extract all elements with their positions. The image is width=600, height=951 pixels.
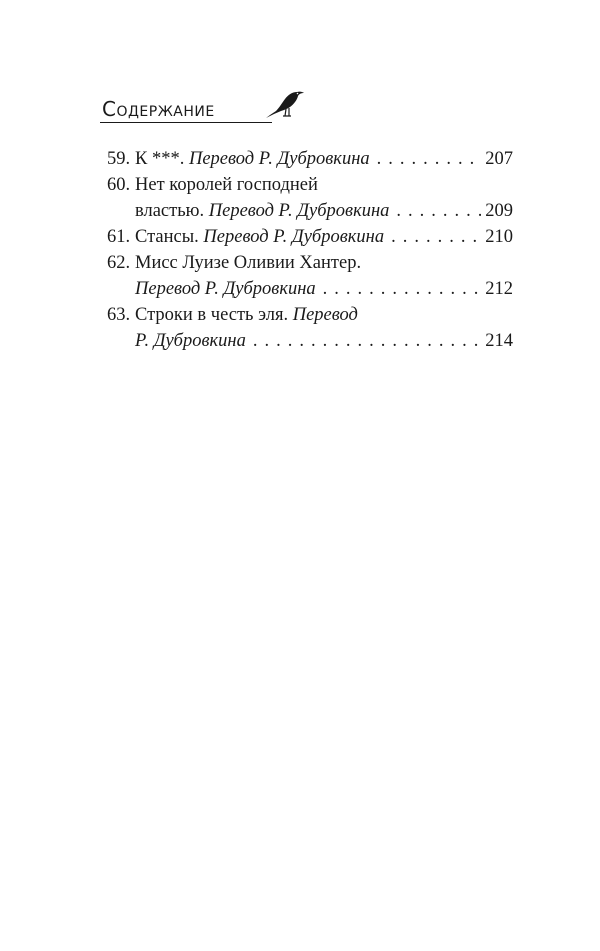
leader-dots xyxy=(316,276,482,302)
entry-number: 62. xyxy=(107,253,131,273)
entry-translator: Перевод Р. Дубровкина xyxy=(208,201,390,221)
entry-page-number: 209 xyxy=(485,201,513,221)
toc-entry[interactable] xyxy=(107,302,513,328)
entry-title: Мисс Луизе Оливии Хантер. xyxy=(135,253,362,273)
entry-number: 59. xyxy=(107,149,131,169)
toc-entry[interactable] xyxy=(107,146,513,172)
entry-translator: Перевод Р. Дубровкина xyxy=(203,227,385,247)
entry-title: Строки в честь эля. Перевод xyxy=(135,305,358,325)
entry-number: 60. xyxy=(107,175,131,195)
entry-number: 63. xyxy=(107,305,131,325)
entry-page-number: 207 xyxy=(485,149,513,169)
leader-dots xyxy=(384,224,481,250)
entry-title: властью. Перевод Р. Дубровкина xyxy=(135,201,390,221)
entry-title: К ***. Перевод Р. Дубровкина xyxy=(135,149,370,169)
page-header xyxy=(98,80,304,126)
entry-translator: Р. Дубровкина xyxy=(135,331,246,351)
entry-title xyxy=(135,276,316,302)
toc-entry-continuation[interactable] xyxy=(107,198,513,224)
toc-entry[interactable] xyxy=(107,250,513,276)
entry-page-number: 210 xyxy=(485,227,513,247)
header-rule xyxy=(100,122,272,123)
entry-translator: Перевод xyxy=(292,305,358,325)
toc-entry[interactable] xyxy=(107,172,513,198)
entry-number: 61. xyxy=(107,227,131,247)
entry-page-number: 212 xyxy=(485,279,513,299)
entry-translator: Перевод Р. Дубровкина xyxy=(188,149,370,169)
entry-page-number: 214 xyxy=(485,331,513,351)
toc-entry-continuation[interactable] xyxy=(107,276,513,302)
toc-entry-continuation[interactable] xyxy=(107,328,513,354)
toc-entry[interactable] xyxy=(107,224,513,250)
entry-title xyxy=(135,328,246,354)
section-title: Содержание xyxy=(102,97,215,121)
table-of-contents xyxy=(107,146,513,354)
leader-dots xyxy=(389,198,481,224)
raven-icon xyxy=(264,86,304,122)
entry-title: Стансы. Перевод Р. Дубровкина xyxy=(135,227,385,247)
leader-dots xyxy=(246,328,481,354)
leader-dots xyxy=(370,146,482,172)
entry-translator: Перевод Р. Дубровкина xyxy=(135,279,316,299)
entry-title: Нет королей господней xyxy=(135,175,318,195)
